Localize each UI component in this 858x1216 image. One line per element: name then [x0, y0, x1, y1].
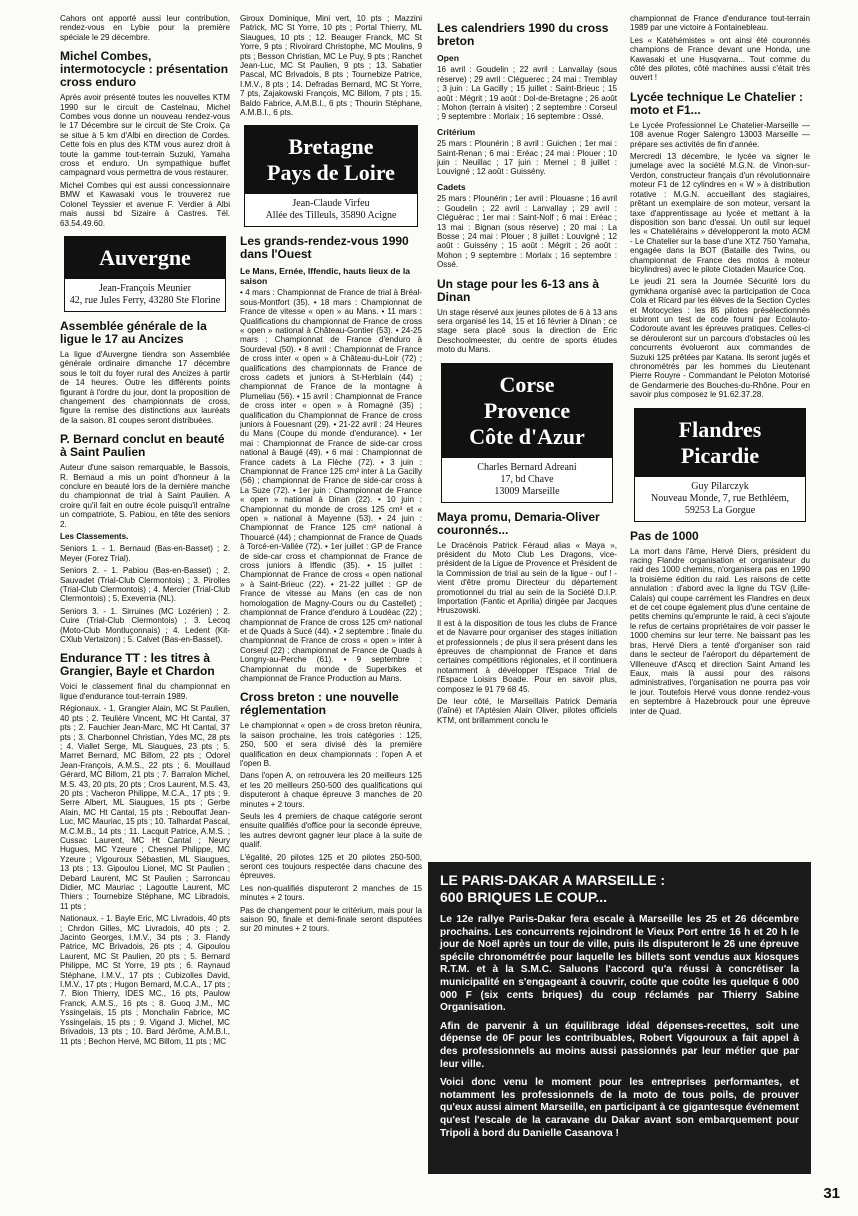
events-list: • 4 mars : Championnat de France de trial à Bréal-sous-Montfort (35). • 18 mars : Championnat de France de vitesse « open » au Mans. • 11 mars : Qualifications du championnat de France de cross « open » national à Château-Gontier (53). • 24-25 mars : Championnat de France d'enduro à Sourdeval (50). • 8 avril : Championnat de France de cross inter « open » à Château-du-Loir (72) ; qualifications des championnats de France de cross cadets et juniors à St-Herblain (44) ; championnat de France de la montagne à Plumeliau (56). • 15 avril : Championnat de France de cross inter « open » à Romagné (35) ; qualification du Championnat de France de cross juniors à Fouesnant (29). • 21-22 avril : 24 Heures du Mans (Coupe du monde d'endurance). • 1er mai : Championnat de France de side-car cross national à Baugé (49). • 6 mai : Championnat de France cadets à La Flèche (72). • 3 juin : Championnat de France 125 cm³ inter à La Gacilly (56) ; championnat de France de side-car cross à La Suze (72). • 1er juin : Championnat de France « open » national à Dinan (22). • 10 juin : Championnat du monde de cross 125 cm³ et « open » national à Mayenne (53). • 24 juin : Championnat de France 125 cm³ national à Thouarcé (44) ; championnat de France de Quads à Torcé-en-Vallée (72). • 1er juillet : GP de France de side-car cross et championnat de France de cross juniors à Iffendic (35). • 15 juillet : Championnat de France de cross « open national » à Saint-Brieuc (22). • 21-22 juillet : GP de France de vitesse au Mans (en cas de non homologation de Magny-Cours ou du Castellet) ; championnat de France d'enduro à Loudéac (22) ; championnat de France de cross 125 cm³ national et de Quads à Sucé (44). • 2 septembre : finale du championnat de France de cross « open » inter à Corseul (22) ; championnat de France de Quads à Longny-au-Perche (61). • 9 septembre : Championnat du monde de Superbikes et championnat de France Production au Mans.: [240, 288, 422, 683]
region-contact: Jean-Claude Virfeu: [292, 198, 370, 210]
seniors-1: Seniors 1. - 1. Bernaud (Bas-en-Basset) ; 2. Meyer (Forez Trial).: [60, 544, 230, 563]
open-subheading: Open: [437, 53, 459, 63]
region-contact: Guy Pilarczyk: [691, 480, 749, 492]
paris-dakar-box: [428, 862, 811, 1174]
cross-paragraph: Les non-qualifiés disputeront 2 manches de 15 minutes + 2 tours.: [240, 883, 422, 903]
box-title: 600 BRIQUES LE COUP...: [440, 889, 608, 905]
region-address: 42, rue Jules Ferry, 43280 Ste Florine: [69, 294, 221, 306]
criterium-subheading: Critérium: [437, 126, 476, 137]
classements-label: Les Classements.: [60, 532, 129, 541]
column-1: [60, 14, 230, 1204]
regionaux-results: Régionaux. - 1. Grangier Alain, MC St Paulien, 40 pts ; 2. Teulière Vincent, MC Ht Cantal, 37 pts ; 2. Fauchier Jean-Marc, MC Ht Cantal, 37 pts ; 3. Charbonnel Christian, Ydes MC, 28 pts ; 4. Viallet Serge, ML Siaugues, 23 pts ; 5. Marret Bernard, MC Billom, 22 pts ; Odorel Jean-François, A.M.S., 22 pts ; 6. Mouillaud Gérard, MC Billom, 21 pts ; 7. Barralon Michel, M.S. 43, 20 pts, 20 pts ; Cros Laurent, M.S. 43, 20 pts ; Vacheron Philippe, M.C.A., 17 pts ; 9. Serre Albert, ML Siaugues, 15 pts ; Gerbe Alain, MC Ht Cantal, 15 pts ; Rebouffat Jean-Luc, MC Mauriac, 15 pts ; 10. Talhardat Pascal, M.C.M.B., 14 pts ; 11. Lacquit Patrice, A.M.S. ; Cussac Laurent, MC Ht Cantal ; Neury Hugues, MC Yzeure ; Chesnel Philippe, MC Yzeure ; Vigouroux Sébastien, ML Siaugues, 13 pts ; 13. Gipoulou Lionel, MC St Paulien ; Debard Laurent, MC St Paulien ; Sarroncau Didier, MC Mauriac ; Lagoutte Laurent, MC Thiers ; Tournebize Stéphane, MC Libradois, 11 pts ;: [60, 704, 230, 911]
rdv-heading: Les grands-rendez-vous 1990 dans l'Ouest: [240, 234, 409, 262]
calendar-heading: Les calendriers 1990 du cross breton: [437, 21, 609, 48]
endurance-continued: championnat de France d'endurance tout-terrain 1989 par une victoire à Fontainebleau.: [630, 14, 810, 33]
region-name: Côte d'Azur: [469, 423, 585, 449]
lycee-heading: Lycée technique Le Chatelier : moto et F1...: [630, 89, 803, 117]
box-paragraph: Le 12e rallye Paris-Dakar fera escale à Marseille les 25 et 26 décembre prochains. Les concurrents rejoindront le Vieux Port entre 16 h et 20 h le jour de Noël après un tour de ville, puis ils disputeront le 26 une épreuve spécile chronométrée pour laquelle les billets sont vendus aux kiosques R.T.M. et à la S.M.C. Saluons l'accord qu'a réussi à concrétiser la municipalité en s'engageant à couvrir, coûte que coûte les quelque 6 000 000 F (six cents briques) du coup réclamés par Thierry Sabine Organisation.: [440, 914, 799, 1014]
bernard-heading: P. Bernard conclut en beauté à Saint Paulien: [60, 432, 225, 460]
region-name: Picardie: [680, 442, 760, 468]
kate-paragraph: Les « Katéhémistes » ont ainsi été couronnés champions de France devant une Honda, une Kawasaki et une Husqvarna... Tout comme du côté des pilotes, côté machines aussi c'était très ouvert !: [630, 35, 810, 83]
region-address: 17, bd Chave: [500, 473, 554, 485]
combes-paragraph: Après avoir présenté toutes les nouvelles KTM 1990 sur le circuit de Castelnau, Michel Combes vous donne un nouveau rendez-vous le 17 Décembre sur le circuit de Ste Croix. Ça se situe à 5 km d'Albi en direction de Cordes. Cette fois en plus des KTM vous aurez droit à toute la gamme tout-terrain Suzuki, Yamaha cross et enduro. Un sympathique buffet campagnard vous permettra de vous restaurer.: [60, 93, 230, 178]
region-address: Nouveau Monde, 7, rue Bethléem,: [650, 492, 790, 504]
criterium-calendar: 25 mars : Plounérin ; 8 avril : Guichen ; 1er mai : Saint-Renan ; 6 mai : Eréac ; 24 mai : Plouer ; 10 juin : Neuillac ; 17 juin : Mernel ; 8 juillet : Louvigné ; 12 août : Guissény.: [437, 139, 617, 177]
stage-paragraph: Un stage réservé aux jeunes pilotes de 6 à 13 ans sera organisé les 14, 15 et 16 février à Dinan ; ce stage sera placé sous la direction de Eric Deschoolmeester, du centre de sports études moto du Mans.: [437, 307, 617, 355]
combes-paragraph: Michel Combes qui est aussi concessionnaire BMW et Kawasaki vous le trouverez rue Colonel Teyssier et avenue F. Verdier à Albi mais aussi bd Sizaire à Castres. Tél. 63.54.49.60.: [60, 180, 230, 228]
stage-heading: Un stage pour les 6-13 ans à Dinan: [437, 276, 600, 304]
box-paragraph: Voici donc venu le moment pour les entreprises performantes, et notamment les professionnels de la moto de tous poils, de prouver qu'eux aussi aiment Marseille, en participant à ce gigantesque événement qu'est l'escale de la caravane du Dakar avant son embarquement pour Tripoli à bord du Danielle Casanova !: [440, 1077, 799, 1139]
bernard-paragraph: Auteur d'une saison remarquable, le Bassois, R. Bernaud a mis un point d'honneur à la conclure en beauté lors de la dernière manche du championnat de trial à Saint Paulien. A croire qu'il fait en outre école puisqu'il entraîne un compatriote, S. Pabiou, en tête des seniors 2.: [60, 463, 230, 529]
column-4: [630, 14, 810, 859]
region-name: Bretagne: [288, 134, 374, 160]
region-address: Allée des Tilleuls, 35890 Acigne: [265, 210, 397, 222]
column-3: [437, 14, 617, 859]
cross-paragraph: Pas de changement pour le critérium, mais pour la saison 90, finale et demi-finale seront disputées sur 20 minutes + 2 tours.: [240, 905, 422, 934]
maya-paragraph: Il est à la disposition de tous les clubs de France et de Navarre pour organiser des stages initiation et professionnels ; de plus il sera présent dans les épreuves de championnat de France et dans certaines compétitions régionales, et il continuera notamment à développer l'Espace Trial de l'Espace Loisirs Boade. Pour en savoir plus, composez le 91 79 68 45.: [437, 618, 617, 694]
region-address: 13009 Marseille: [494, 485, 560, 497]
region-box-auvergne: [64, 236, 226, 312]
lemans-subheading: Le Mans, Ernée, Iffendic, hauts lieux de la saison: [240, 266, 411, 286]
lycee-paragraph: Le Lycée Professionnel Le Chatelier-Marseille — 108 avenue Roger Salengro 13003 Marseille — prépare ses activités de fin d'année.: [630, 120, 810, 149]
region-contact: Jean-François Meunier: [99, 282, 191, 294]
box-paragraph: Afin de parvenir à un équilibrage idéal dépenses-recettes, soit une dépense de 0F pour les contribuables, Robert Vigouroux a fait appel à des professionnels au moins aussi passionnés par leur métier que par leur ville.: [440, 1020, 799, 1070]
nationaux-results: Nationaux. - 1. Bayle Eric, MC Livradois, 40 pts ; Chrdon Gilles, MC Livradois, 40 pts ; 2. Jacinto Georges, I.M.V., 34 pts ; 3. Flandy Patrice, MC Brivadois, 26 pts ; 4. Gipoulou Laurent, MC St Paulien, 20 pts ; 5. Bernard Philippe, MC St Yorre, 19 pts ; 6. Raynaud Stéphane, I.M.V., 17 pts ; Cubizolles David, I.M.V., 17 pts ; Hugon Bernard, M.C.A., 17 pts ; 7. Bion Thierry, IDES MC., 16 pts, Paulow Franck, A.M.S., 16 pts ; 8. Guoq J.M., MC Yssingelais, 15 pts ; Monchalin Fabrice, MC Yssingelais, 15 pts ; 9. Vigand J. Michel, MC Brivadois, 13 pts ; 10. Bard Jérôme, A.M.B.I., 11 pts ; Bechon Hervé, MC Billom, 11 pts ; MC: [60, 914, 230, 1046]
maya-paragraph: Le Dracénois Patrick Féraud alias « Maya », président du Moto Club Les Dragons, vice-président de la Ligue de Provence et Président de la Commission de trial au sein de la ligue - ouf ! - vient d'être promu Directeur du département promotionnel du trial au sein de la Société D.I.P. Importation (Fantic et Aprilia) dirigée par Jacques Hruszowski.: [437, 540, 617, 616]
seniors-3: Seniors 3. - 1. Sirruines (MC Lozérien) ; 2. Cuire (Trial-Club Clermontois) ; 3. Lecoq (Moto-Club Montluçonnais) ; 4. Ledent (Kit-CXlub Vertaizon) ; 5. Calvet (Bas-en-Basset).: [60, 606, 230, 645]
cross-paragraph: Seuls les 4 premiers de chaque catégorie seront ensuite qualifiés d'office pour la seconde épreuve, les autres devront gagner leur place à la suite de qualif.: [240, 812, 422, 850]
region-name: Corse: [499, 371, 555, 397]
ag-paragraph: La ligue d'Auvergne tiendra son Assemblée générale ordinaire dimanche 17 décembre sous le toit du foyer rural des Ancizes à partir de 14 heures. Outre les différents points figurant à l'ordre du jour, dont la proposition de changement des championnats de cross, figure la remise des distinctions aux lauréats de la saison. 81 coupes seront distribuées.: [60, 349, 230, 425]
region-name: Pays de Loire: [267, 160, 395, 186]
results-continued: Giroux Dominique, Mini vert, 10 pts ; Mazzini Patrick, MC St Yorre, 10 pts ; Portal Thierry, ML Siaugues, 10 pts ; 12. Beauger Franck, MC St Yorre, 9 pts ; Rivoirard Christophe, MC Moulins, 9 pts ; Besson Christian, MC Le Puy, 9 pts ; Ranchet Jean-Luc, MC St Paulien, 9 pts ; 13. Sabatier Pascal, MC Brivadois, 8 pts ; Tournebize Patrice, I.M.V., 8 pts ; 14. Defradas Bernard, MC St Yorre, 7 pts, Zajakowski François, MC Billom, 7 pts ; 15. Baldo Fabrice, A.M.B.I., 6 pts ; Thourin Stéphane, A.M.B.I., 6 pts.: [240, 14, 422, 118]
endurance-heading: Endurance TT : les titres à Grangier, Bayle et Chardon: [60, 651, 215, 679]
region-name: Provence: [483, 397, 571, 423]
combes-heading: Michel Combes, intermotocycle : présentation cross enduro: [60, 49, 229, 90]
column-2: [240, 14, 422, 1204]
region-name: Auvergne: [65, 237, 225, 279]
cross-paragraph: L'égalité, 20 pilotes 125 et 20 pilotes 250-500, seront ces toujours respectée dans chacune des épreuves.: [240, 852, 422, 881]
region-box-corse: [441, 363, 613, 503]
endurance-paragraph: Voici le classement final du championnat en ligue d'endurance tout-terrain 1989.: [60, 682, 230, 701]
cadets-calendar: 25 mars : Plounérin ; 1er avril : Plouasne ; 16 avril : Goudelin ; 22 avril : Lanvallay ; 29 avril : Cléguérac ; 1er mai : Saint-Nolf ; 6 mai : Eréac ; 13 mai : Bignan (sous réserve) ; 20 mai : La Bosse ; 24 mai : Plouer ; 8 juillet : Louvigné ; 12 août : Guissény ; 15 août : Mégrit ; 26 août : Mohon ; 9 septembre : Morlaix ; 16 septembre : Ossé.: [437, 194, 617, 270]
maya-paragraph: De leur côté, le Marseillais Patrick Demaria (l'aîné) et l'Aptésien Alain Oliver, pilotes officiels KTM, ont brillamment conclu le: [437, 697, 617, 725]
box-title: LE PARIS-DAKAR A MARSEILLE :: [440, 872, 666, 888]
intro-text: Cahors ont apporté aussi leur contribution, rendez-vous en Lybie pour la première spéciale le 29 décembre.: [60, 14, 230, 42]
lycee-paragraph: Mercredi 13 décembre, le lycée va signer le jumelage avec la société M.G.N. de Vinon-sur-Verdon, constructeur français d'un révolutionnaire moteur F1 de 12 cylindres en « W » à distribution rotative : M.G.N. accueillant des stagiaires, prêtant un exemplaire de son moteur, versant la taxe d'apprentissage au lycée et mettant à la disposition son banc d'essai. Un outil sur lequel les « Chateliérains » développeront la moto ACM - Le Chatelier sur la base d'une XTZ 750 Yamaha, engagée dans la BOT (Bataille des Twins, ou championnat de France des motos à moteur bicylindres) avec le pilote Ciotaden Maurice Coq.: [630, 152, 810, 274]
pas-heading: Pas de 1000: [630, 528, 699, 543]
region-contact: Charles Bernard Adreani: [477, 461, 577, 473]
page-number: 31: [823, 1185, 840, 1202]
ag-heading: Assemblée générale de la ligue le 17 au Ancizes: [60, 318, 207, 346]
lycee-paragraph: Le jeudi 21 sera la Journée Sécurité lors du gymkhana organisé avec la participation de Coca Cola et Ricard par les élèves de la Section Cycles et Motocycles : les 85 pilotes présélectionnés subiront un test de code fourni par Ecolauto-Codoroute avant les épreuves pratiques. Celles-ci se dérouleront sur un parcours d'obstacles où les concurrents évolueront aux commandes de Suzuki 125 prêtées par Katana. Ils seront jugés et chronométrés par les hommes du Lieutenant Pierre Rouyre - Commandant le Peloton Motorisé de Gendarmerie des Bouches-du-Rhône. Pour en savoir plus composez le 91.62.37.28.: [630, 277, 810, 400]
open-calendar: 16 avril : Goudelin ; 22 avril : Lanvallay (sous réserve) ; 29 avril : Cléguerec ; 24 mai : Tremblay ; 3 juin : La Gacilly ; 15 juillet : Saint-Brieuc ; 15 août : Mégrit ; 19 août : Dol-de-Bretagne ; 26 août : Mohon (terrain à visiter) ; 2 septembre : Corseul ; 9 septembre : Morlaix ; 16 septembre : Ossé.: [437, 65, 617, 122]
region-box-flandres: [634, 408, 806, 522]
region-name: Flandres: [678, 416, 762, 442]
maya-heading: Maya promu, Demaria-Oliver couronnés...: [437, 509, 600, 537]
cross-paragraph: Le championnat « open » de cross breton réunira, la saison prochaine, les trois catégories : 125, 250, 500 et sera divisé dès la première qualification en deux championnats : l'open A et l'open B.: [240, 721, 422, 768]
region-box-bretagne: [244, 125, 418, 227]
cadets-subheading: Cadets: [437, 181, 466, 192]
cross-paragraph: Dans l'open A, on retrouvera les 20 meilleurs 125 et les 20 meilleurs 250-500 des qualifications qui disputeront à chaque épreuve 3 manches de 20 minutes + 2 tours.: [240, 771, 422, 809]
pas-paragraph: La mort dans l'âme, Hervé Diers, président du racing Flandre organisation et organisateur du raid des 1000 chemins, n'organisera pas en 1990 la troisième édition du raid. Les raisons de cette annulation : d'abord avec la ligne du TGV (Lille-Calais) qui coupe carrément les Flandres en deux et de cet coupe également plus d'une centaine de petits chemins qu'emprunte le raid, à ceci s'ajoute le refus de certains propriétaires de voir passer le 1000 chemins sur leur terre. Ne baissant pas les bras, Hervé Diers a tenté d'organiser son raid dans le secteur de l'aéroport du département de Villeneuve d'Ascq et direction Saint Amand les Eaux, mais là aussi pour des raisons administratives, l'organisation ne pourra pas voir le jour. Toutefois Hervé vous donne rendez-vous en septembre à Hazebrouck pour une épreuve inter de Quad.: [630, 546, 810, 716]
region-address: 59253 La Gorgue: [684, 504, 756, 516]
cross-heading: Cross breton : une nouvelle réglementation: [240, 690, 399, 718]
seniors-2: Seniors 2. - 1. Pabiou (Bas-en-Basset) ; 2. Sauvadet (Trial-Club Clermontois) ; 3. Pirolles (Trial-Club Clermontois) ; 4. Mercier (Trial-Club Clermontois) ; 5. Exeverria (NL).: [60, 566, 230, 604]
